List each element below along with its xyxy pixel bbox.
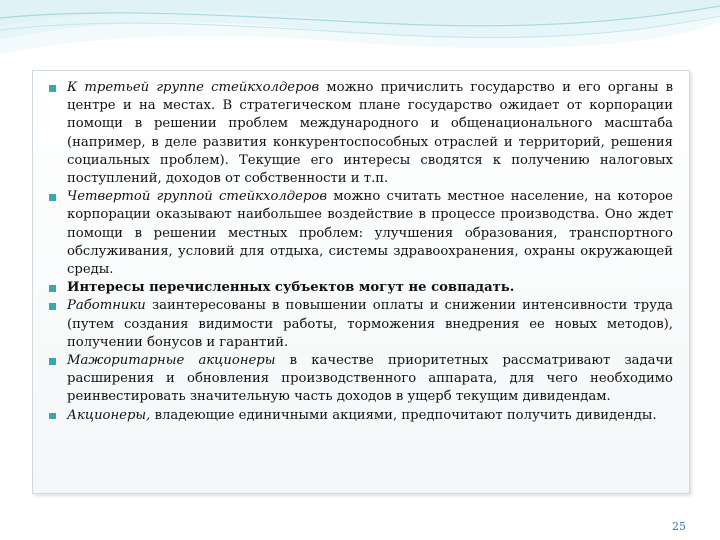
bullet-lead: Работники [67, 298, 146, 314]
bullet-text: владеющие единичными акциями, предпочитают получить дивиденды. [150, 407, 657, 423]
bullet-text: можно причислить государство и его органы в центре и на местах. В стратегическом плане государство ожидает от корпорации помощи в решении проблем международного и общенационального масштаба (например, в деле развития конкурентоспособных отраслей и территорий, решения социальных проблем). Текущие его интересы сводятся к получению налоговых поступлений, доходов от собственности и т.п. [67, 80, 673, 187]
bullet-item-workers [67, 297, 673, 352]
square-bullet-icon [49, 194, 56, 201]
bullet-text: заинтересованы в повышении оплаты и снижении интенсивности труда (путем создания видимости работы, торможения внедрения ее новых методов), получении бонусов и гарантий. [67, 298, 673, 350]
bullet-lead: Четвертой группой стейкхолдеров [67, 189, 328, 205]
page-number: 25 [672, 520, 686, 533]
square-bullet-icon [49, 303, 56, 310]
bullet-item-minority-shareholders [67, 407, 673, 425]
bullet-item-interests [67, 279, 673, 297]
bullet-item-majority-shareholders [67, 352, 673, 407]
square-bullet-icon [49, 413, 56, 420]
bullet-lead: Акционеры, [67, 407, 151, 423]
square-bullet-icon [49, 285, 56, 292]
square-bullet-icon [49, 358, 56, 365]
bullet-lead: К третьей группе стейкхолдеров [67, 80, 320, 95]
square-bullet-icon [49, 85, 56, 92]
bullet-text: в качестве приоритетных рассматривают задачи расширения и обновления производственного аппарата, для чего необходимо реинвестировать значительную часть доходов в ущерб текущим дивидендам. [67, 353, 673, 405]
decorative-wave-header [0, 0, 720, 70]
bullet-list [67, 79, 673, 425]
bullet-item-third-group [67, 79, 673, 188]
bullet-text: можно считать местное население, на которое корпорации оказывают наибольшее воздействие в процессе производства. Оно ждет помощи в решении местных проблем: улучшения образования, транспортного обслуживания, условий для отдыха, системы здравоохранения, охраны окружающей среды. [67, 189, 673, 278]
bullet-lead: Мажоритарные акционеры [67, 353, 276, 369]
bullet-item-fourth-group [67, 188, 673, 279]
bullet-bold-text: Интересы перечисленных субъектов могут не совпадать. [67, 280, 515, 296]
content-panel [32, 70, 690, 494]
